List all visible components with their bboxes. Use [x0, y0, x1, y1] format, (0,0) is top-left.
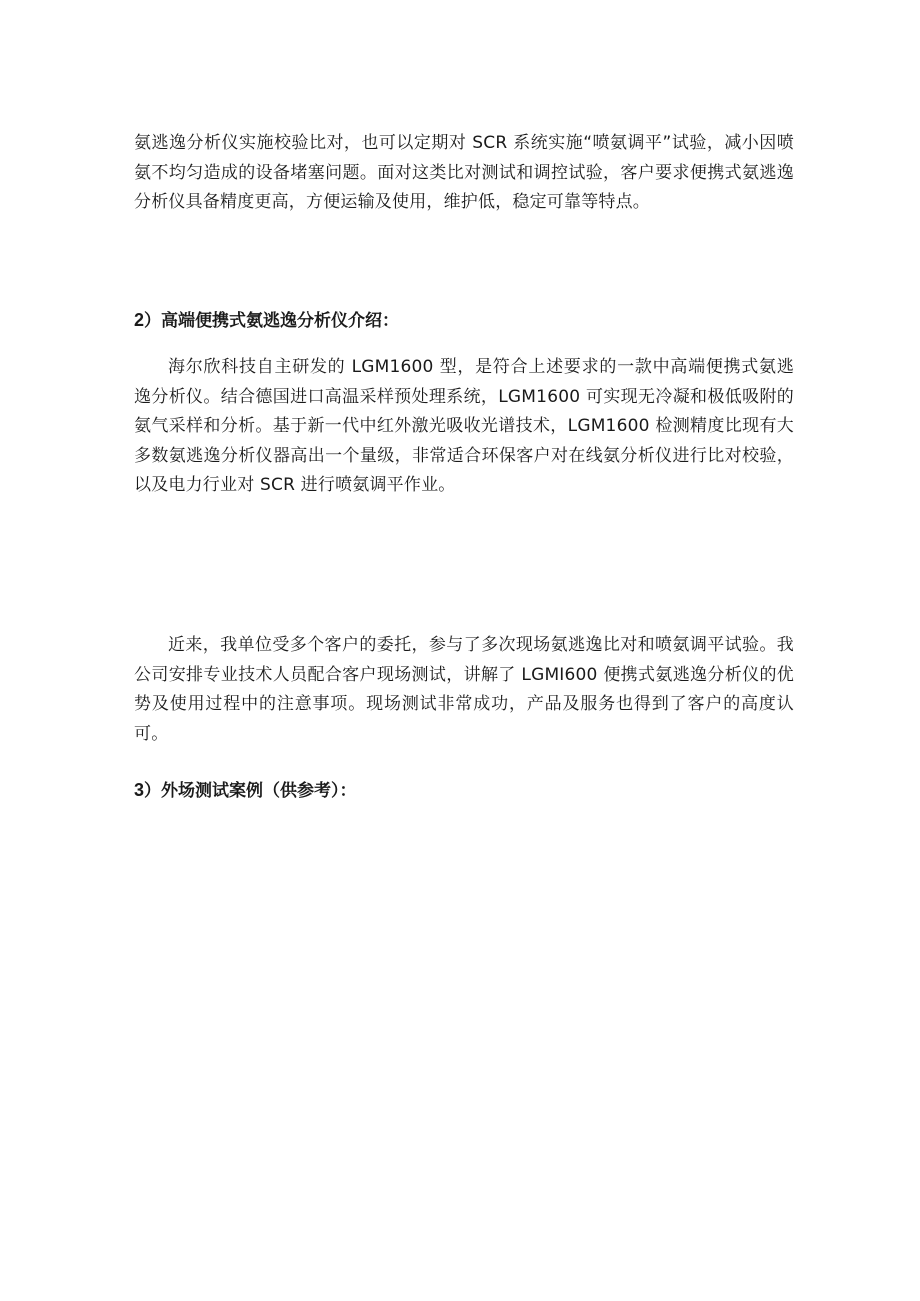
paragraph-lgm1600-intro: 海尔欣科技自主研发的 LGM1600 型，是符合上述要求的一款中高端便携式氨逃逸分析仪。结合德国进口高温采样预处理系统，LGM1600 可实现无冷凝和极低吸附的氨气采样和分析。基于新一代中红外激光吸收光谱技术，LGM1600 检测精度比现有大多数氨逃逸分析仪器高出一个量级，非常适合环保客户对在线氨分析仪进行比对校验，以及电力行业对 SCR 进行喷氨调平作业。 — [134, 357, 794, 495]
section-title-2: ）高端便携式氨逃逸分析仪介绍： — [144, 311, 400, 331]
section-title-3: ）外场测试案例（供参考）： — [144, 781, 357, 801]
section-heading-2 — [134, 308, 399, 333]
section-number-3: 3 — [134, 780, 145, 800]
section-heading-3 — [134, 778, 357, 803]
paragraph-field-tests: 近来，我单位受多个客户的委托，参与了多次现场氨逃逸比对和喷氨调平试验。我公司安排专业技术人员配合客户现场测试，讲解了 LGMI600 便携式氨逃逸分析仪的优势及使用过程中的注意事项。现场测试非常成功，产品及服务也得到了客户的高度认可。 — [134, 635, 794, 744]
paragraph-ammonia-calibration: 氨逃逸分析仪实施校验比对，也可以定期对 SCR 系统实施“喷氨调平”试验，减小因喷氨不均匀造成的设备堵塞问题。面对这类比对测试和调控试验，客户要求便携式氨逃逸分析仪具备精度更高，方便运输及使用，维护低，稳定可靠等特点。 — [134, 133, 794, 212]
section-number-2: 2 — [134, 310, 145, 330]
